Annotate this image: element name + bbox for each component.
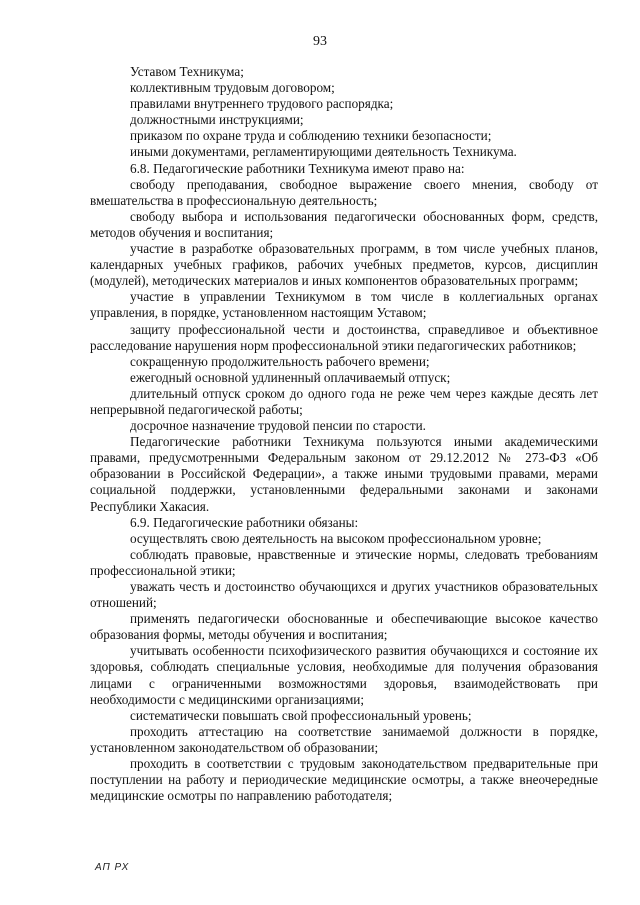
page-number: 93 — [313, 34, 327, 49]
paragraph: приказом по охране труда и соблюдению техники безопасности; — [130, 128, 492, 144]
section-heading: 6.8. Педагогические работники Техникума имеют право на: — [130, 160, 465, 176]
paragraph: осуществлять свою деятельность на высоком профессиональном уровне; — [130, 530, 542, 546]
paragraph: свободу выбора и использования педагогически обоснованных форм, средств, методов обучения и воспитания; — [90, 208, 598, 240]
paragraph: участие в управлении Техникумом в том числе в коллегиальных органах управления, в порядке, установленном настоящим Уставом; — [90, 289, 598, 321]
paragraph: участие в разработке образовательных программ, в том числе учебных планов, календарных учебных графиков, рабочих учебных предметов, курсов, дисциплин (модулей), методических материалов и иных компонентов образовательных программ; — [90, 241, 598, 289]
paragraph: длительный отпуск сроком до одного года не реже чем через каждые десять лет непрерывной педагогической работы; — [90, 385, 598, 417]
paragraph: ежегодный основной удлиненный оплачиваемый отпуск; — [130, 369, 451, 385]
paragraph: правилами внутреннего трудового распорядка; — [130, 96, 394, 112]
paragraph: систематически повышать свой профессиональный уровень; — [130, 707, 472, 723]
paragraph: свободу преподавания, свободное выражение своего мнения, свободу от вмешательства в профессиональную деятельность; — [90, 176, 598, 208]
paragraph: сокращенную продолжительность рабочего времени; — [130, 353, 430, 369]
paragraph: применять педагогически обоснованные и обеспечивающие высокое качество образования формы, методы обучения и воспитания; — [90, 611, 598, 643]
paragraph: иными документами, регламентирующими деятельность Техникума. — [130, 144, 517, 160]
paragraph: защиту профессиональной чести и достоинства, справедливое и объективное расследование нарушения норм профессиональной этики педагогических работников; — [90, 321, 598, 353]
paragraph: досрочное назначение трудовой пенсии по старости. — [130, 418, 426, 434]
paragraph: Уставом Техникума; — [130, 64, 244, 79]
paragraph: учитывать особенности психофизического развития обучающихся и состояние их здоровья, соблюдать специальные условия, необходимые для получения образования лицами с ограниченными возможностями здоровья, взаимодействовать при необходимости с медицинскими организациями; — [90, 643, 598, 707]
paragraph: проходить аттестацию на соответствие занимаемой должности в порядке, установленном законодательством об образовании; — [90, 723, 598, 755]
paragraph: уважать честь и достоинство обучающихся и других участников образовательных отношений; — [90, 579, 598, 611]
paragraph: Педагогические работники Техникума пользуются иными академическими правами, предусмотренными Федеральным законом от 29.12.2012 № 273-ФЗ «Об образовании в Российской Федерации», а также иными трудовыми правами, мерами социальной поддержки, установленными федеральными законами и законами Республики Хакасия. — [90, 434, 598, 514]
paragraph: должностными инструкциями; — [130, 112, 304, 128]
section-heading: 6.9. Педагогические работники обязаны: — [130, 514, 359, 530]
paragraph: проходить в соответствии с трудовым законодательством предварительные при поступлении на работу и периодические медицинские осмотры, а также внеочередные медицинские осмотры по направлению работодателя; — [90, 756, 598, 804]
paragraph: коллективным трудовым договором; — [130, 80, 335, 96]
document-body — [90, 64, 598, 804]
paragraph: соблюдать правовые, нравственные и этические нормы, следовать требованиям профессиональной этики; — [90, 546, 598, 578]
footer-mark: АП РХ — [95, 862, 130, 873]
